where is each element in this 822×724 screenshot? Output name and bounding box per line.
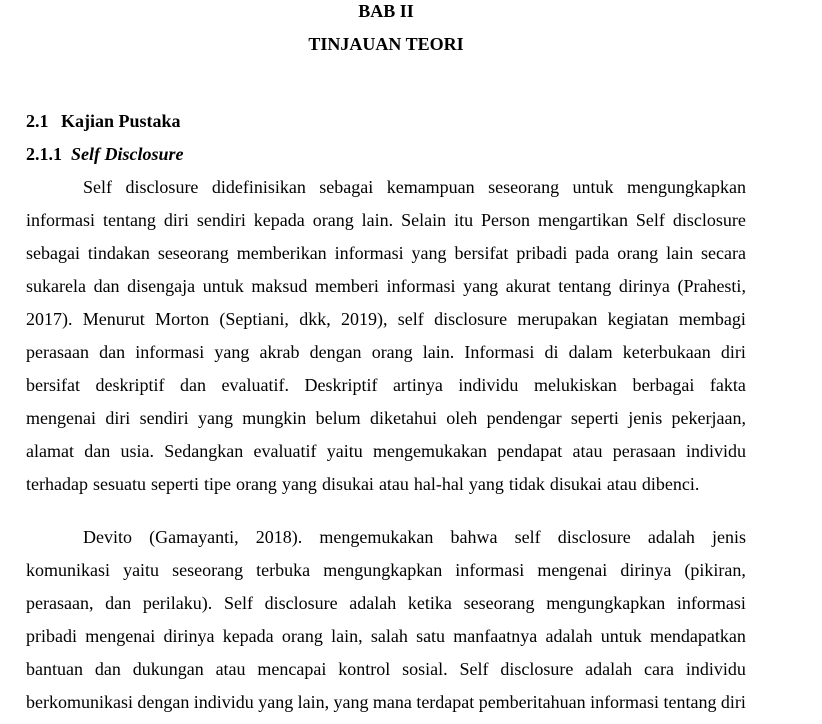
paragraph-line: berkomunikasi dengan individu yang lain, yang mana terdapat pemberitahuan informasi tentang diri <box>26 692 746 712</box>
paragraph-line: mengenai diri sendiri yang mungkin belum diketahui oleh pendengar seperti jenis pekerjaan, <box>26 408 746 428</box>
subsection-heading-2-1-1 <box>26 143 184 165</box>
subsection-title: Self Disclosure <box>71 144 184 164</box>
section-heading-2-1 <box>26 110 181 132</box>
chapter-title: TINJAUAN TEORI <box>308 34 464 54</box>
section-number: 2.1 <box>26 111 49 131</box>
paragraph-line: alamat dan usia. Sedangkan evaluatif yaitu mengemukakan pendapat atau perasaan individu <box>26 441 746 461</box>
paragraph-line: Self disclosure didefinisikan sebagai kemampuan seseorang untuk mengungkapkan <box>83 177 746 197</box>
subsection-number: 2.1.1 <box>26 144 62 164</box>
paragraph-line: sebagai tindakan seseorang memberikan informasi yang bersifat pribadi pada orang lain secara <box>26 243 746 263</box>
paragraph-line: terhadap sesuatu seperti tipe orang yang disukai atau hal-hal yang tidak disukai atau dibenci. <box>26 474 700 494</box>
paragraph-line: perasaan, dan perilaku). Self disclosure adalah ketika seseorang mengungkapkan informasi <box>26 593 746 613</box>
paragraph-line: komunikasi yaitu seseorang terbuka mengungkapkan informasi mengenai dirinya (pikiran, <box>26 560 746 580</box>
chapter-number: BAB II <box>358 1 414 21</box>
paragraph-line: 2017). Menurut Morton (Septiani, dkk, 2019), self disclosure merupakan kegiatan membagi <box>26 309 746 329</box>
paragraph-line: informasi tentang diri sendiri kepada orang lain. Selain itu Person mengartikan Self disclosure <box>26 210 746 230</box>
paragraph-line: pribadi mengenai dirinya kepada orang lain, salah satu manfaatnya adalah untuk mendapatkan <box>26 626 746 646</box>
paragraph-line: Devito (Gamayanti, 2018). mengemukakan bahwa self disclosure adalah jenis <box>83 527 746 547</box>
section-title: Kajian Pustaka <box>61 111 181 131</box>
paragraph-1 <box>26 176 746 506</box>
paragraph-line: sukarela dan disengaja untuk maksud memberi informasi yang akurat tentang dirinya (Prahesti, <box>26 276 746 296</box>
paragraph-line: bantuan dan dukungan atau mencapai kontrol sosial. Self disclosure adalah cara individu <box>26 659 746 679</box>
paragraph-line: bersifat deskriptif dan evaluatif. Deskriptif artinya individu melukiskan berbagai fakta <box>26 375 746 395</box>
paragraph-line: perasaan dan informasi yang akrab dengan orang lain. Informasi di dalam keterbukaan diri <box>26 342 746 362</box>
paragraph-2 <box>26 526 746 724</box>
